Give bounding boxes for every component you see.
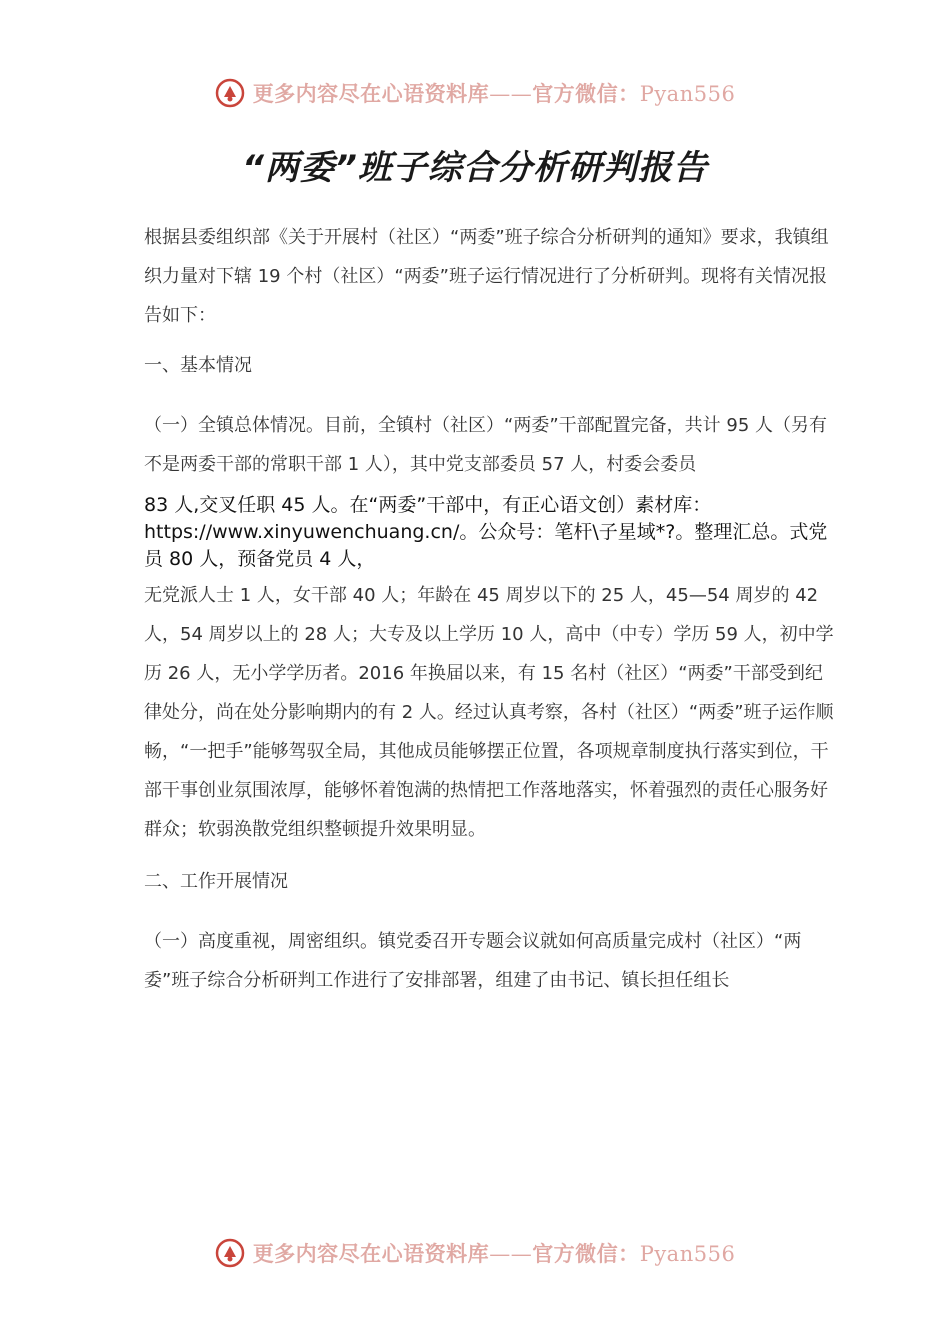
intro-paragraph: 根据县委组织部《关于开展村（社区）“两委”班子综合分析研判的通知》要求，我镇组织力量对下辖 19 个村（社区）“两委”班子运行情况进行了分析研判。现将有关情况报告如下： xyxy=(144,227,829,326)
section1-heading: 一、基本情况 xyxy=(144,355,252,376)
section2-paragraph-1: （一）高度重视，周密组织。镇党委召开专题会议就如何高质量完成村（社区）“两委”班子综合分析研判工作进行了安排部署，组建了由书记、镇长担任组长 xyxy=(144,931,802,991)
brand-logo-icon xyxy=(215,78,245,108)
banner-text xyxy=(253,78,736,108)
banner-dash: —— xyxy=(489,82,533,106)
banner-text xyxy=(253,1238,736,1268)
banner-wechat-id: Pyan556 xyxy=(639,1242,736,1266)
banner-site: 更多内容尽在心语资料库 xyxy=(252,1241,490,1266)
banner-wechat-label: 官方微信： xyxy=(532,81,640,106)
banner-dash: —— xyxy=(489,1242,533,1266)
brand-logo-icon xyxy=(215,1238,245,1268)
header-banner xyxy=(0,73,950,113)
section1-paragraph-3: 无党派人士 1 人，女干部 40 人；年龄在 45 周岁以下的 25 人，45—54 周岁的 42 人，54 周岁以上的 28 人；大专及以上学历 10 人，高中（中专）学历 59 人，初中学历 26 人，无小学学历者。2016 年换届以来，有 15 名村（社区）“两委”干部受到纪律处分，尚在处分影响期内的有 2 人。经过认真考察，各村（社区）“两委”班子运作顺畅，“一把手”能够驾驭全局，其他成员能够摆正位置，各项规章制度执行落实到位，干部干事创业氛围浓厚，能够怀着饱满的热情把工作落地落实，怀着强烈的责任心服务好群众；软弱涣散党组织整顿提升效果明显。 xyxy=(144,585,834,840)
banner-site: 更多内容尽在心语资料库 xyxy=(252,81,490,106)
banner-wechat-id: Pyan556 xyxy=(639,82,736,106)
section1-paragraph-1: （一）全镇总体情况。目前，全镇村（社区）“两委”干部配置完备，共计 95 人（另有不是两委干部的常职干部 1 人），其中党支部委员 57 人，村委会委员 xyxy=(144,415,827,475)
banner-wechat-label: 官方微信： xyxy=(532,1241,640,1266)
section1-paragraph-2: 83 人,交叉任职 45 人。在“两委”干部中，有正心语文创）素材库：https://www.xinyuwenchuang.cn/。公众号：笔杆\子星域*?。整理汇总。式党员 80 人，预备党员 4 人， xyxy=(144,494,828,570)
document-title: “两委”班子综合分析研判报告 xyxy=(242,148,708,188)
section2-heading: 二、工作开展情况 xyxy=(144,871,288,892)
footer-banner xyxy=(0,1233,950,1273)
